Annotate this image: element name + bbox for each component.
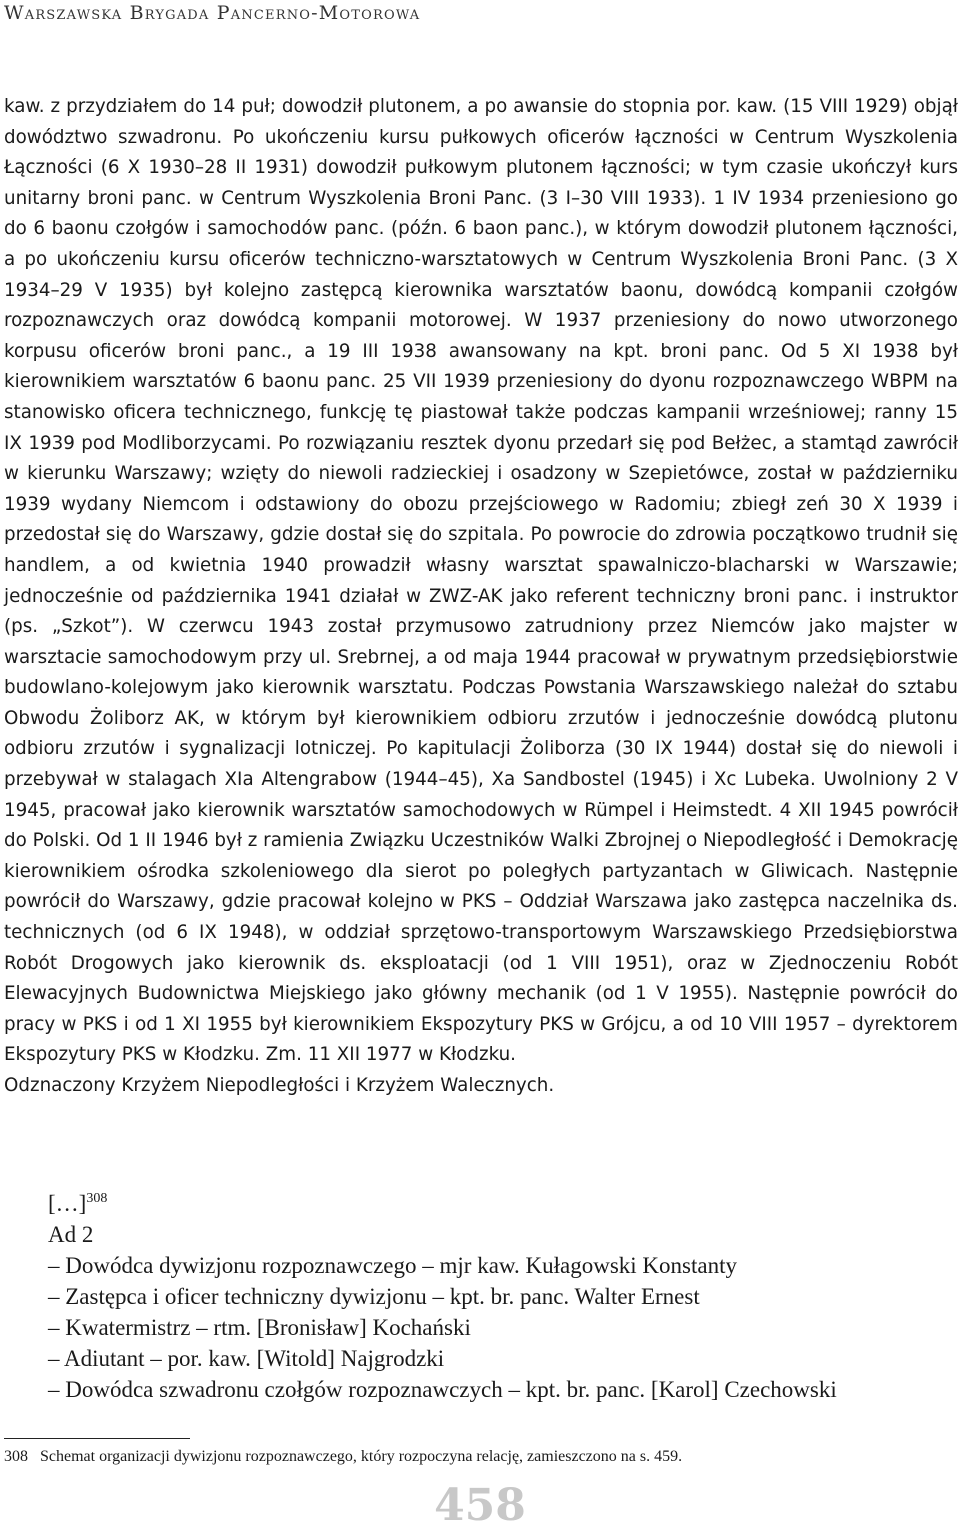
appendix-quote (48, 1188, 948, 1405)
body-text (4, 92, 958, 1102)
footnote-number: 308 (4, 1448, 28, 1465)
list-item: – Adiutant – por. kaw. [Witold] Najgrodzki (48, 1346, 445, 1371)
body-paragraph: Odznaczony Krzyżem Niepodległości i Krzyżem Walecznych. (4, 1075, 555, 1096)
appendix-heading: Ad 2 (48, 1222, 94, 1247)
footnote-text: Schemat organizacji dywizjonu rozpoznawczego, który rozpoczyna relację, zamieszczono na s. 459. (40, 1448, 683, 1465)
list-item: – Dowódca szwadronu czołgów rozpoznawczych – kpt. br. panc. [Karol] Czechowski (48, 1377, 837, 1402)
list-item: – Dowódca dywizjonu rozpoznawczego – mjr kaw. Kułagowski Konstanty (48, 1253, 737, 1278)
ellipsis: […] (48, 1191, 87, 1216)
footnote-separator (4, 1438, 190, 1439)
footnote-reference[interactable]: 308 (86, 1191, 108, 1206)
footnote (4, 1446, 954, 1468)
running-head: Warszawska Brygada Pancerno-Motorowa (4, 2, 421, 24)
appendix-ellipsis-line (48, 1188, 948, 1219)
page-number: 458 (434, 1480, 526, 1531)
body-paragraph: kaw. z przydziałem do 14 puł; dowodził plutonem, a po awansie do stopnia por. kaw. (15 VIII 1929) objął dowództwo szwadronu. Po ukończeniu kursu pułkowych oficerów łączności w Centrum Wyszkolenia Łączności (6 X 1930–28 II 1931) dowodził pułkowym plutonem łączności; w tym czasie ukończył kurs unitarny broni panc. w Centrum Wyszkolenia Broni Panc. (3 I–30 VIII 1933). 1 IV 1934 przeniesiono go do 6 baonu czołgów i samochodów panc. (późn. 6 baon panc.), w którym dowodził plutonem łączności, a po ukończeniu kursu oficerów techniczno-warsztatowych w Centrum Wyszkolenia Broni Panc. (3 X 1934–29 V 1935) był kolejno zastępcą kierownika warsztatów baonu, dowódcą kompanii czołgów rozpoznawczych oraz dowódcą kompanii motorowej. W 1937 przeniesiony do nowo utworzonego korpusu oficerów broni panc., a 19 III 1938 awansowany na kpt. broni panc. Od 5 XI 1938 był kierownikiem warsztatów 6 baonu panc. 25 VII 1939 przeniesiony do dyonu rozpoznawczego WBPM na stanowisko oficera technicznego, funkcję tę piastował także podczas kampanii wrześniowej; ranny 15 IX 1939 pod Modliborzycami. Po rozwiązaniu resztek dyonu przedarł się pod Bełżec, a stamtąd zawrócił w kierunku Warszawy; wzięty do niewoli radzieckiej i osadzony w Szepietówce, został w październiku 1939 wydany Niemcom i odstawiony do obozu przejściowego w Radomiu; zbiegł zeń 30 X 1939 i przedostał się do Warszawy, gdzie dostał się do szpitala. Po powrocie do zdrowia początkowo trudnił się handlem, a od kwietnia 1940 prowadził własny warsztat spawalniczo-blacharski w Warszawie; jednocześnie od października 1941 działał w ZWZ-AK jako referent techniczny broni panc. i instruktor (ps. „Szkot”). W czerwcu 1943 został przymusowo zatrudniony przez Niemców jako majster w warsztacie samochodowym przy ul. Srebrnej, a od maja 1944 pracował w prywatnym przedsiębiorstwie budowlano-kolejowym jako kierownik warsztatu. Podczas Powstania Warszawskiego należał do sztabu Obwodu Żoliborz AK, w którym był kierownikiem odbioru zrzutów i jednocześnie dowódcą plutonu odbioru zrzutów i sygnalizacji lotniczej. Po kapitulacji Żoliborza (30 IX 1944) dostał się do niewoli i przebywał w stalagach XIa Altengrabow (1944–45), Xa Sandbostel (1945) i Xc Lubeka. Uwolniony 2 V 1945, pracował jako kierownik warsztatów samochodowych w Rümpel i Heimstedt. 4 XII 1945 powrócił do Polski. Od 1 II 1946 był z ramienia Związku Uczestników Walki Zbrojnej o Niepodległość i Demokrację kierownikiem ośrodka szkoleniowego dla sierot po poległych partyzantach w Gliwicach. Następnie powrócił do Warszawy, gdzie pracował kolejno w PKS – Oddział Warszawa jako zastępca naczelnika ds. technicznych (od 6 IX 1948), w oddział sprzętowo-transportowym Warszawskiego Przedsiębiorstwa Robót Drogowych jako kierownik ds. eksploatacji (od 1 VIII 1951), oraz w Zjednoczeniu Robót Elewacyjnych Budownictwa Miejskiego jako główny mechanik (od 1 V 1955). Następnie powrócił do pracy w PKS i od 1 XI 1955 był kierownikiem Ekspozytury PKS w Grójcu, a od 10 VIII 1957 – dyrektorem Ekspozytury PKS w Kłodzku. Zm. 11 XII 1977 w Kłodzku. (4, 96, 958, 1066)
list-item: – Kwatermistrz – rtm. [Bronisław] Kochański (48, 1315, 471, 1340)
list-item: – Zastępca i oficer techniczny dywizjonu – kpt. br. panc. Walter Ernest (48, 1284, 700, 1309)
